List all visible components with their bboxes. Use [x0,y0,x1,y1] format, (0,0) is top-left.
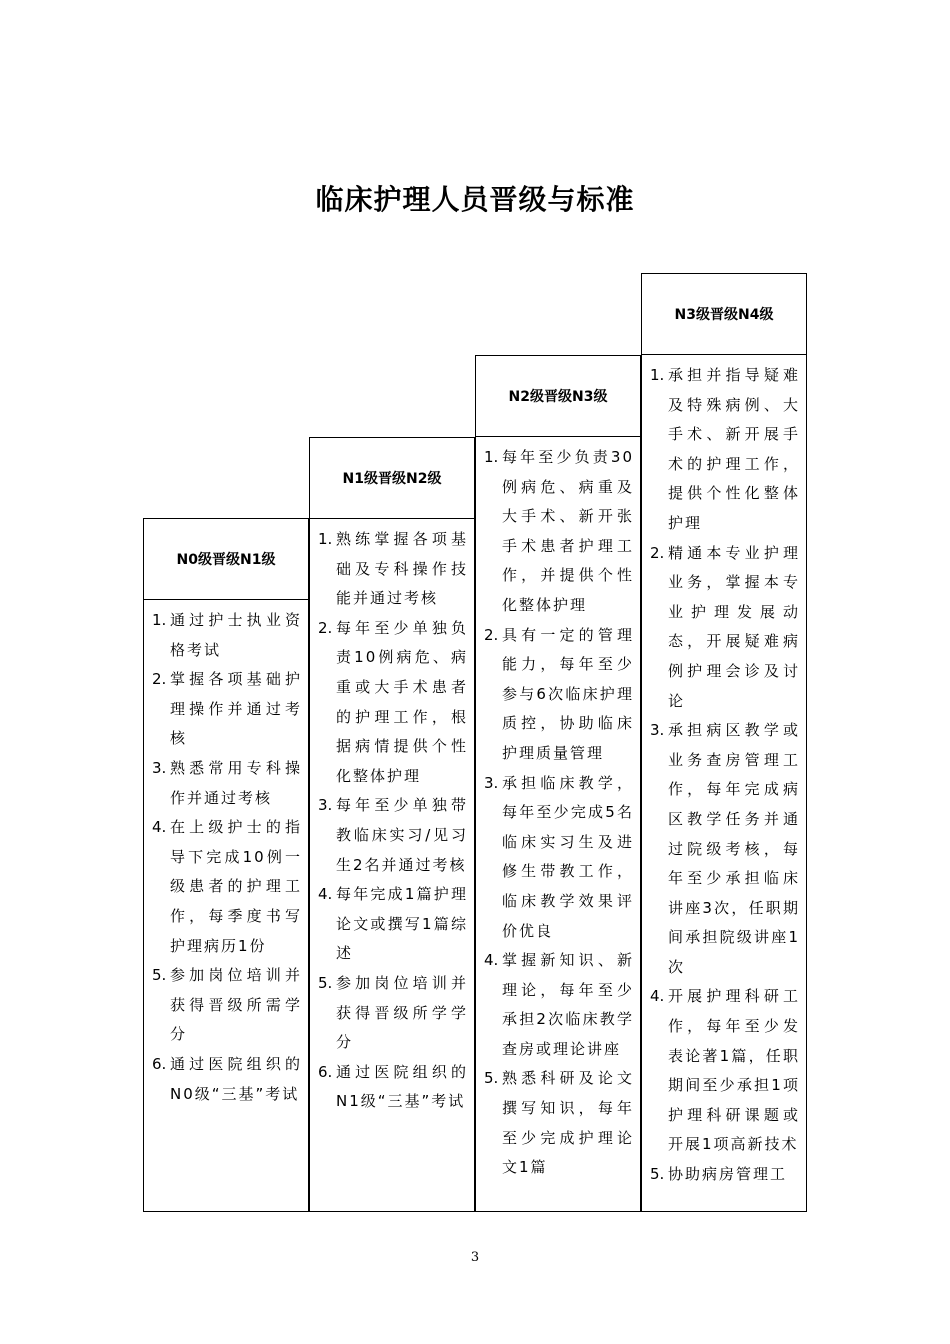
requirement-list [484,443,634,1183]
item-text: 每年至少单独带教临床实习/见习生2名并通过考核 [336,796,468,874]
item-number: 2. [318,618,333,637]
column-header: N1级晋级N2级 [309,437,475,519]
list-item [152,606,302,665]
column-header: N3级晋级N4级 [641,273,807,355]
item-text: 具有一定的管理能力，每年至少参与6次临床护理质控，协助临床护理质量管理 [502,625,634,762]
column-header: N0级晋级N1级 [143,518,309,600]
item-number: 6. [152,1054,167,1073]
list-item [318,525,468,614]
item-number: 5. [650,1165,665,1184]
item-number: 4. [152,818,167,837]
level-column-n3-n4 [641,273,807,1212]
item-text: 承担临床教学，每年至少完成5名临床实习生及进修生带教工作，临床教学效果评价优良 [502,773,634,940]
item-text: 通过医院组织的N1级“三基”考试 [336,1062,468,1111]
list-item [152,813,302,961]
list-item [650,716,800,982]
list-item [650,361,800,539]
column-body [309,519,475,1212]
item-text: 通过医院组织的N0级“三基”考试 [170,1054,302,1103]
column-header: N2级晋级N3级 [475,355,641,437]
item-text: 承担并指导疑难及特殊病例、大手术、新开展手术的护理工作，提供个性化整体护理 [668,366,800,532]
item-text: 每年至少负责30例病危、病重及大手术、新开张手术患者护理工作，并提供个性化整体护理 [502,448,634,614]
list-item [318,1058,468,1117]
item-number: 1. [152,611,167,629]
item-number: 1. [650,366,665,384]
column-body [641,355,807,1212]
list-item [650,1160,800,1190]
item-number: 1. [318,530,333,548]
level-column-n1-n2 [309,437,475,1212]
list-item [318,880,468,969]
list-item [152,1050,302,1109]
item-number: 2. [484,625,499,644]
item-number: 3. [152,758,167,777]
list-item [318,791,468,880]
item-text: 掌握各项基础护理操作并通过考核 [170,670,302,748]
page-number: 3 [470,1250,480,1265]
requirement-list [318,525,468,1117]
list-item [152,754,302,813]
column-body [143,600,309,1212]
item-text: 协助病房管理工 [668,1165,788,1184]
item-number: 5. [318,973,333,992]
item-text: 参加岗位培训并获得晋级所需学分 [170,966,302,1044]
list-item [484,769,634,947]
item-number: 2. [152,670,167,689]
list-item [318,969,468,1058]
item-number: 4. [484,951,499,970]
item-text: 开展护理科研工作，每年至少发表论著1篇，任职期间至少承担1项护理科研课题或开展1项高新技术 [668,987,800,1154]
list-item [484,621,634,769]
item-text: 每年完成1篇护理论文或撰写1篇综述 [336,885,468,963]
level-column-n0-n1 [143,518,309,1212]
document-title: 临床护理人员晋级与标准 [315,183,635,216]
item-number: 3. [484,773,499,792]
item-number: 1. [484,448,499,466]
item-number: 5. [152,966,167,985]
item-text: 参加岗位培训并获得晋级所学学分 [336,973,468,1052]
requirement-list [650,361,800,1190]
list-item [484,443,634,621]
column-body [475,437,641,1212]
item-text: 每年至少单独负责10例病危、病重或大手术患者的护理工作，根据病情提供个性化整体护理 [336,618,468,785]
item-text: 精通本专业护理业务，掌握本专业护理发展动态，开展疑难病例护理会诊及讨论 [668,543,800,710]
list-item [650,539,800,717]
item-text: 熟悉科研及论文撰写知识，每年至少完成护理论文1篇 [502,1069,634,1177]
list-item [650,982,800,1160]
item-text: 通过护士执业资格考试 [170,611,302,659]
list-item [318,614,468,792]
requirement-list [152,606,302,1109]
list-item [152,961,302,1050]
item-number: 5. [484,1069,499,1088]
item-text: 在上级护士的指导下完成10例一级患者的护理工作，每季度书写护理病历1份 [170,818,302,955]
item-number: 3. [650,721,665,740]
item-number: 4. [650,987,665,1006]
list-item [152,665,302,754]
item-text: 承担病区教学或业务查房管理工作，每年完成病区教学任务并通过院级考核，每年至少承担临床讲座3次，任职期间承担院级讲座1次 [668,721,800,976]
item-number: 6. [318,1062,333,1081]
item-number: 2. [650,543,665,562]
list-item [484,1064,634,1182]
item-number: 3. [318,796,333,815]
level-column-n2-n3 [475,355,641,1212]
list-item [484,946,634,1064]
item-text: 掌握新知识、新理论，每年至少承担2次临床教学查房或理论讲座 [502,951,634,1058]
item-number: 4. [318,885,333,904]
item-text: 熟练掌握各项基础及专科操作技能并通过考核 [336,530,468,608]
item-text: 熟悉常用专科操作并通过考核 [170,758,302,807]
